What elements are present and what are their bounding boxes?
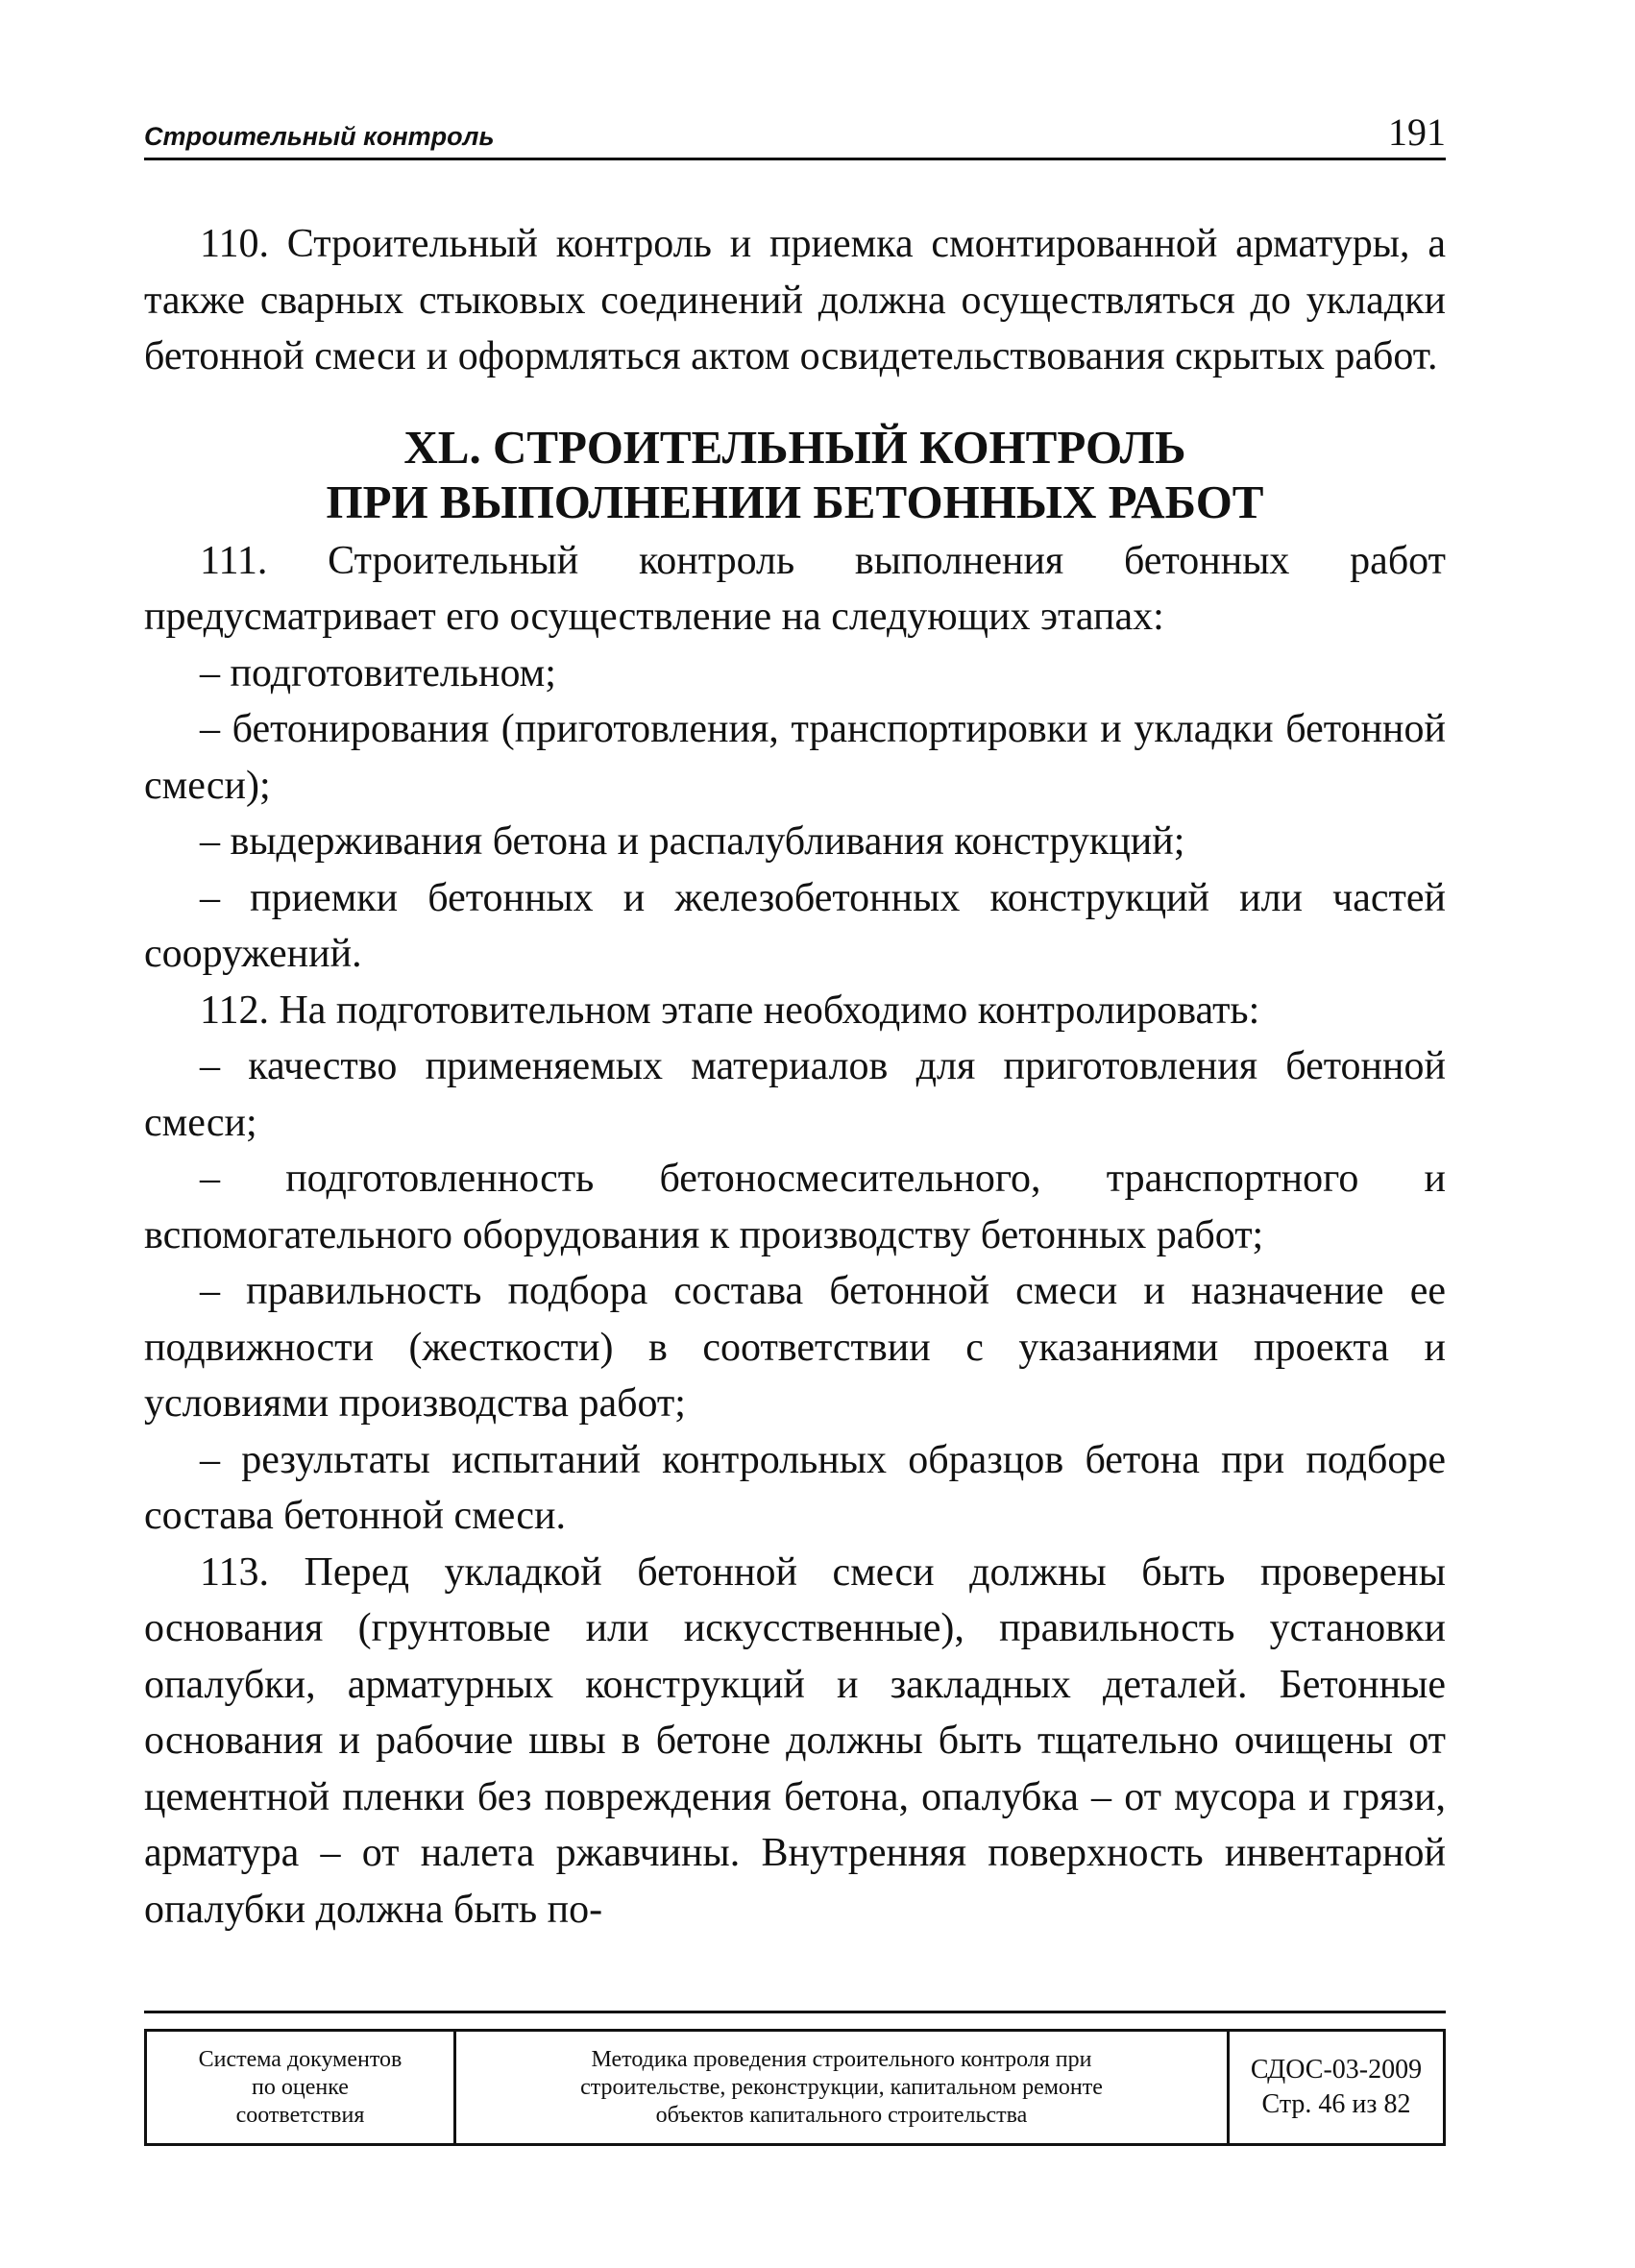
list-item: – результаты испытаний контрольных образцов бетона при подборе состава бетонной смеси. [144, 1437, 1446, 1538]
footer-method-line: Методика проведения строительного контроля при [591, 2046, 1092, 2072]
footer-method-cell [456, 2032, 1230, 2143]
footer-system-line: по оценке [252, 2074, 349, 2100]
running-title: Строительный контроль [144, 122, 495, 151]
footer-divider [144, 2011, 1446, 2013]
footer-page-count: Стр. 46 из 82 [1261, 2089, 1411, 2119]
section-heading-line-2: ПРИ ВЫПОЛНЕНИИ БЕТОННЫХ РАБОТ [326, 475, 1264, 528]
paragraph-112: 112. На подготовительном этапе необходимо контролировать: [200, 988, 1260, 1033]
section-heading-line-1: XL. СТРОИТЕЛЬНЫЙ КОНТРОЛЬ [403, 420, 1186, 474]
list-item: – подготовительном; [200, 650, 556, 695]
footer-doc-code: СДОС-03-2009 [1250, 2055, 1423, 2085]
page [144, 106, 1446, 1938]
body-text [144, 216, 1446, 1938]
footer-method-line: строительстве, реконструкции, капитальном ремонте [580, 2074, 1103, 2100]
paragraph-110: 110. Строительный контроль и приемка смонтированной арматуры, а также сварных стыковых соединений должна осуществляться до укладки бетонной смеси и оформляться актом освидетельствования скрытых работ. [144, 222, 1446, 378]
list-item: – бетонирования (приготовления, транспортировки и укладки бетонной смеси); [144, 707, 1446, 808]
page-number: 191 [1388, 110, 1446, 154]
list-item: – правильность подбора состава бетонной смеси и назначение ее подвижности (жесткости) в соответствии с указаниями проекта и условиями производства работ; [144, 1269, 1446, 1426]
running-header [144, 106, 1446, 160]
footer-system-line: Система документов [198, 2046, 403, 2072]
footer-method-line: объектов капитального строительства [655, 2102, 1028, 2128]
paragraph-111: 111. Строительный контроль выполнения бетонных работ предусматривает его осуществление на следующих этапах: [144, 538, 1446, 639]
footer-code-cell [1230, 2032, 1443, 2143]
footer-system-line: соответствия [235, 2102, 365, 2128]
section-heading [144, 420, 1446, 529]
paragraph-113: 113. Перед укладкой бетонной смеси должны быть проверены основания (грунтовые или искусственные), правильность установки опалубки, арматурных конструкций и закладных деталей. Бетонные основания и рабочие швы в бетоне должны быть тщательно очищены от цементной пленки без повреждения бетона, опалубка – от мусора и грязи, арматура – от налета ржавчины. Внутренняя поверхность инвентарной опалубки должна быть по- [144, 1549, 1446, 1932]
list-item: – приемки бетонных и железобетонных конструкций или частей сооружений. [144, 875, 1446, 976]
document-footer [144, 2029, 1446, 2146]
list-item: – качество применяемых материалов для приготовления бетонной смеси; [144, 1044, 1446, 1145]
list-item: – выдерживания бетона и распалубливания конструкций; [200, 819, 1185, 864]
list-item: – подготовленность бетоносмесительного, транспортного и вспомогательного оборудования к производству бетонных работ; [144, 1157, 1446, 1257]
footer-system-cell [147, 2032, 456, 2143]
